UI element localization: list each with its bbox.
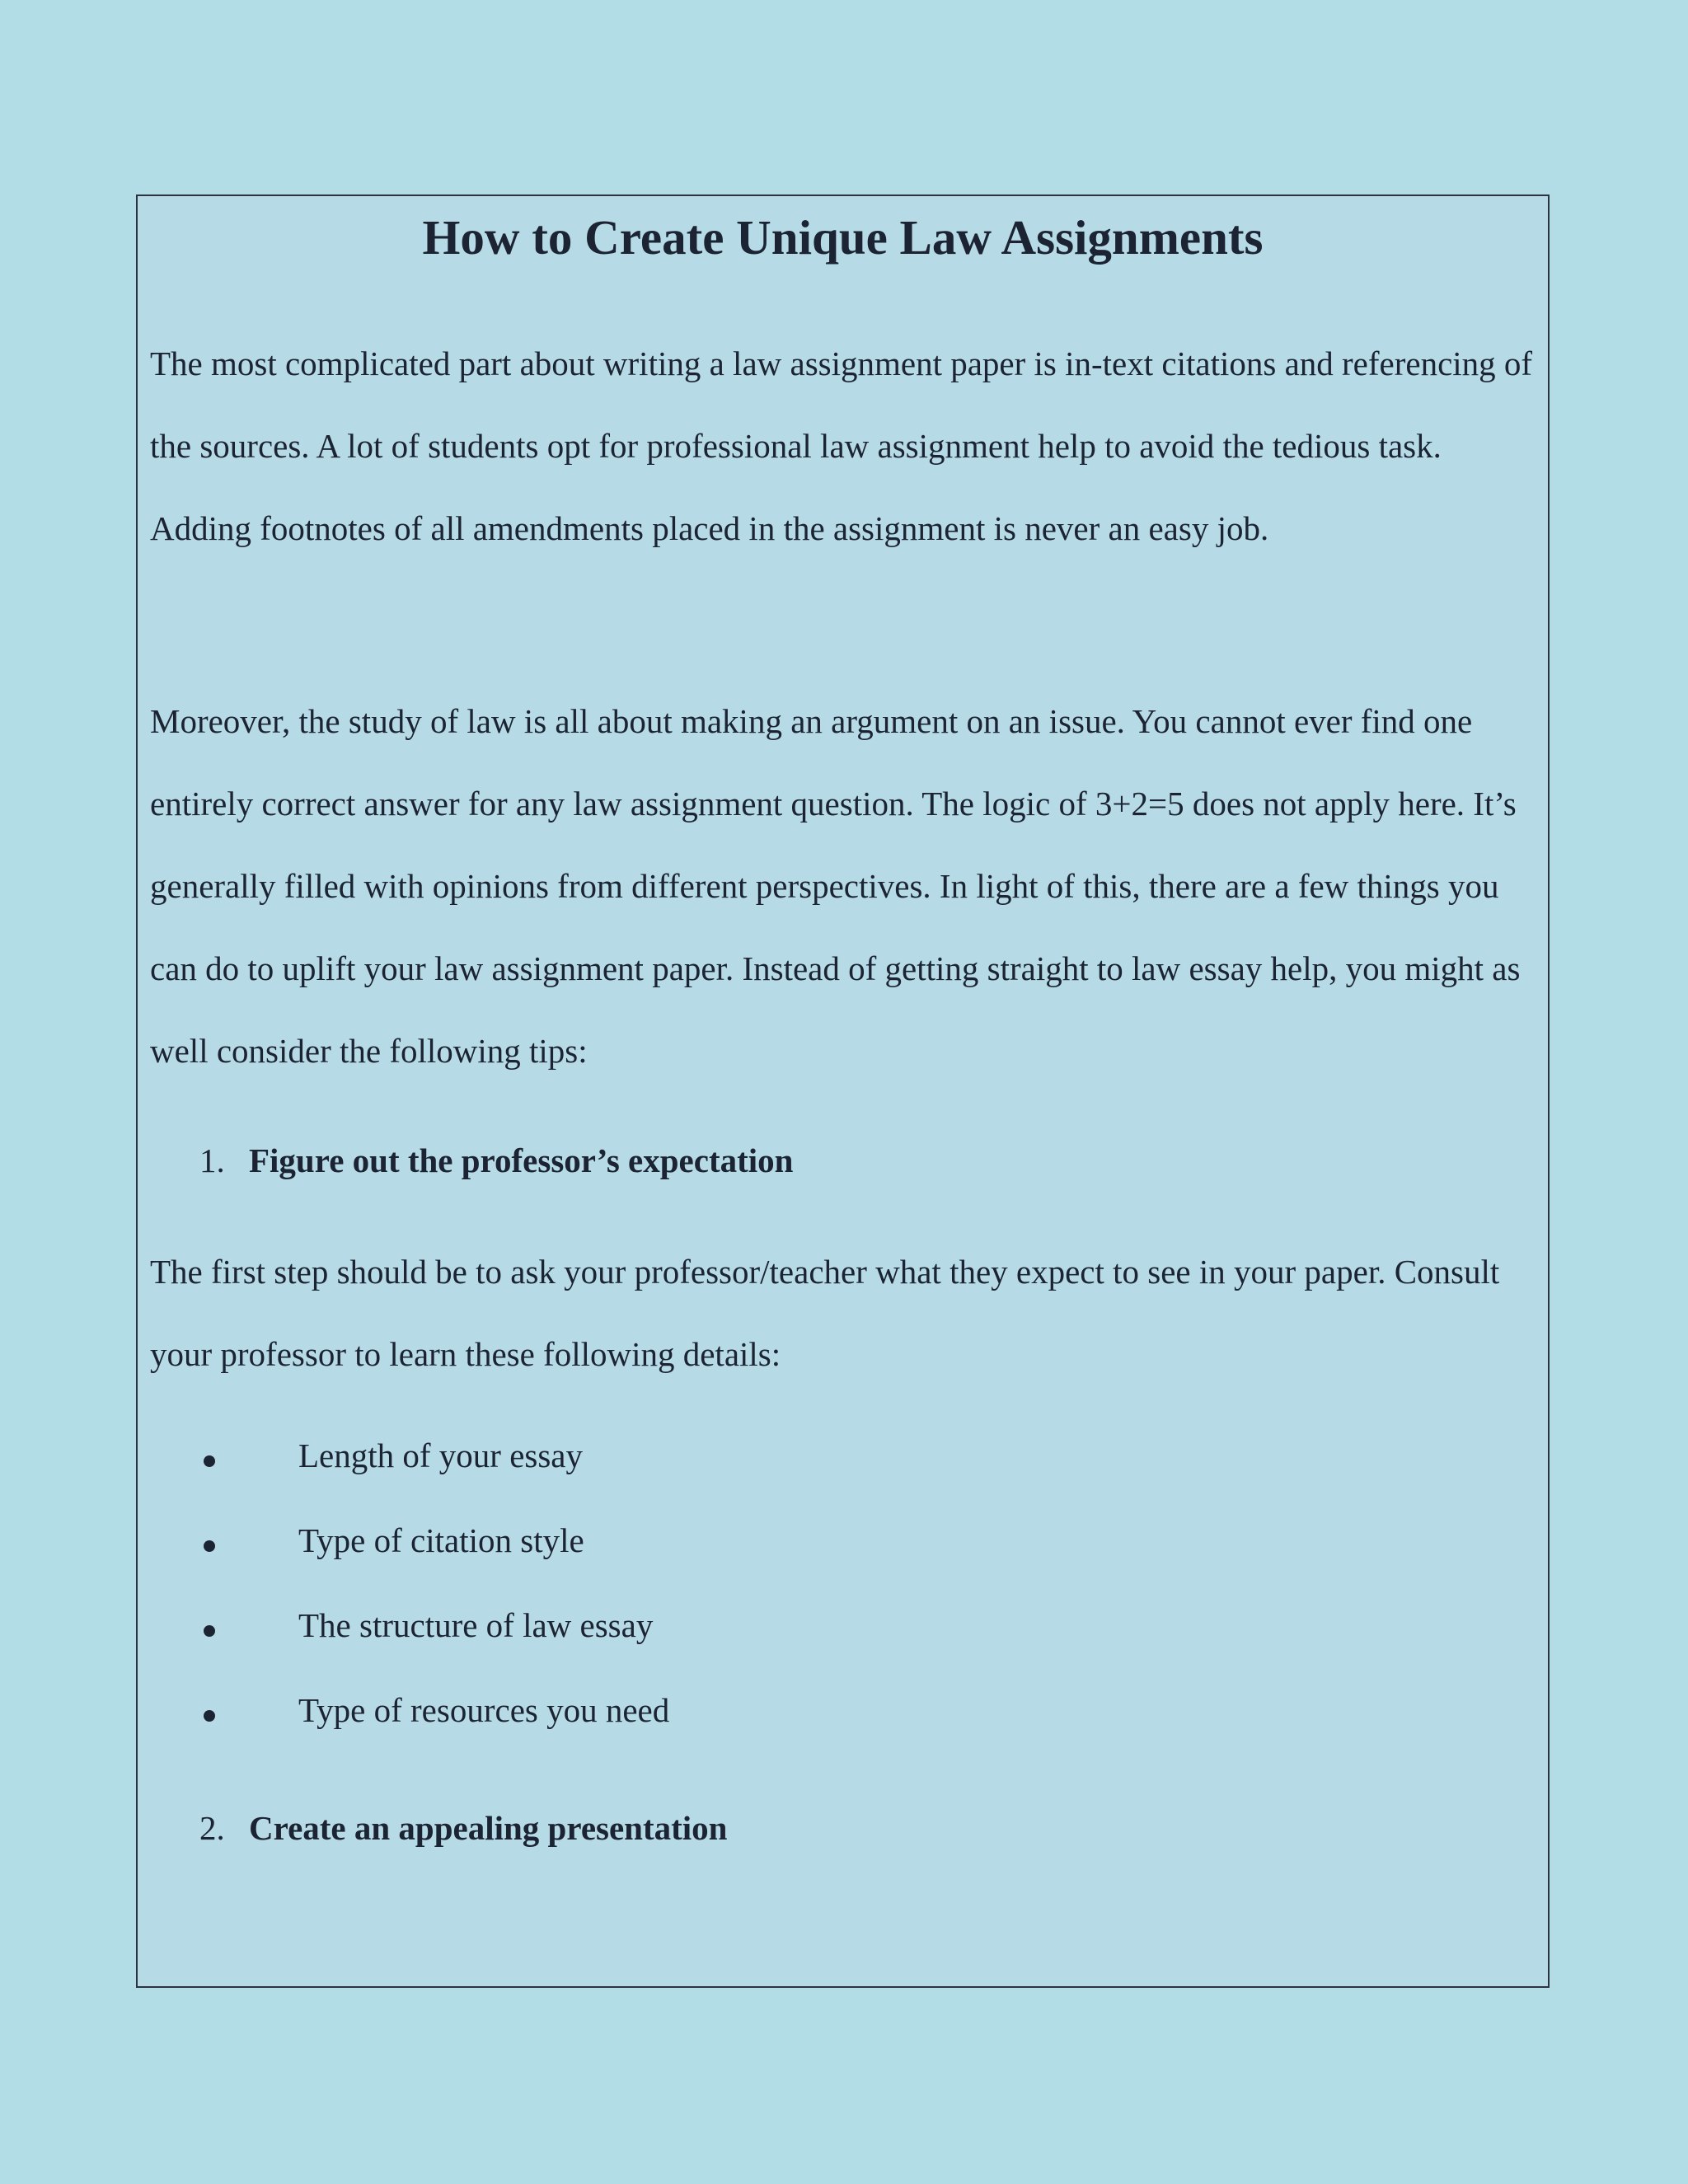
list-item: [199, 1516, 584, 1601]
list-item: [199, 1685, 670, 1770]
list-item: [199, 1431, 583, 1516]
document-title: How to Create Unique Law Assignments: [422, 210, 1264, 265]
list-item-text: The structure of law essay: [298, 1606, 654, 1644]
list-item-text: Type of resources you need: [298, 1691, 670, 1729]
details-bullet-list: [199, 1431, 670, 1770]
paragraph-intro: The most complicated part about writing a law assignment paper is in-text citations and referencing of the sources. A lot of students opt for professional law assignment help to avoid the tedious task. Adding footnotes of all amendments placed in the assignment is never an easy job.: [150, 344, 1533, 547]
paragraph-argument: Moreover, the study of law is all about making an argument on an issue. You cannot ever find one entirely correct answer for any law assignment question. The logic of 3+2=5 does not apply here. It’s generally filled with opinions from different perspectives. In light of this, there are a few things you can do to uplift your law assignment paper. Instead of getting straight to law essay help, you might as well consider the following tips:: [150, 702, 1521, 1070]
list-item-text: Length of your essay: [298, 1436, 583, 1474]
list-item: [199, 1601, 654, 1685]
list-number: 2.: [199, 1809, 225, 1847]
numbered-heading-label: Create an appealing presentation: [249, 1809, 728, 1847]
numbered-heading-label: Figure out the professor’s expectation: [249, 1141, 794, 1179]
document-frame: [136, 194, 1550, 1988]
list-item-text: Type of citation style: [298, 1521, 584, 1559]
paragraph-first-step: The first step should be to ask your professor/teacher what they expect to see in your paper. Consult your professor to learn these following details:: [150, 1253, 1500, 1373]
list-number: 1.: [199, 1141, 225, 1179]
numbered-heading-2: [199, 1803, 727, 1853]
numbered-heading-1: [199, 1136, 793, 1185]
